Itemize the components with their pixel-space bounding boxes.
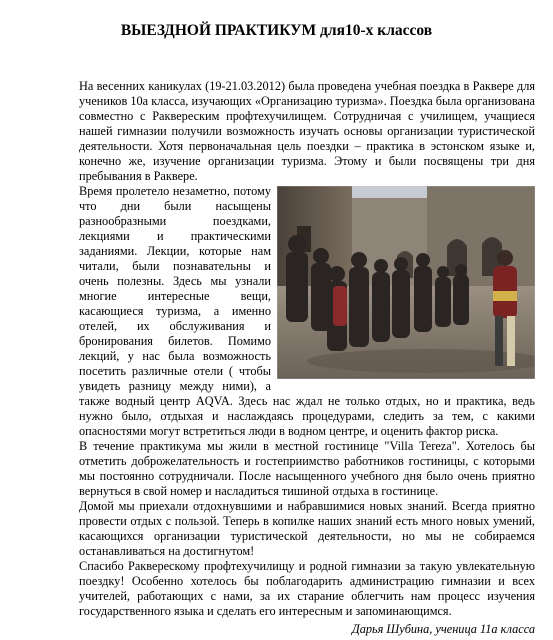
paragraph-thanks: Спасибо Раквереcкому профтехучилищу и родной гимназии за такую увлекательную поездку! Особенно хотелось бы поблагодарить администрацию гимназии и всех учителей, работающих с нами, за их старание облегчить нам процесс изучения государственного языка и сделать его интересным и запоминающимся. [79,559,535,618]
article-body [79,79,535,637]
paragraph-hotel: В течение практикума мы жили в местной гостинице "Villa Tereza". Хотелось бы отметить доброжелательность и гостеприимство работников гостиницы, с которыми мы постоянно сотрудничали. После насыщенного учебного дня было очень приятно вернуться в свой номер и насладиться тишиной отдыха в гостинице. [79,439,535,498]
paragraph-return: Домой мы приехали отдохнувшими и набравшимися новых знаний. Всегда приятно провести отдых с пользой. Теперь в копилке наших знаний есть много новых умений, касающихся организации туристической деятельности, но мы не собираемся останавливаться на достигнутом! [79,499,535,558]
signature: Дарья Шубина, ученица 11а класса [351,622,535,636]
photo-illustration [277,186,535,379]
paragraph-program: Время пролетело незаметно, потому что дни были насыщены разнообразными поездками, лекциями и практическими заданиями. Лекции, которые нам читали, были познавательны и очень полезны. Здесь мы узнали многие интересные вещи, касающиеся туризма, а именно отелей, их обслуживания и бронирования билетов. Помимо лекций, у нас была возможность посетить различные отели ( чтобы увидеть разницу между ними), а также водный центр AQVA. Здесь нас ждал не только отдых, но и практика, ведь нужно было, отдыхая и наслаждаясь процедурами, следить за тем, с какими опасностями могут встретиться люди в водном центре, и оценить фактор риска. [79,184,535,438]
article-title: ВЫЕЗДНОЙ ПРАКТИКУМ для10-х классов [120,22,433,39]
group-photo [277,186,535,379]
paragraph-intro: На весенних каникулах (19-21.03.2012) была проведена учебная поездка в Раквере для учеников 10а класса, изучающих «Организацию туризма». Поездка была организована совместно с Раквереским профтехучилищем. Сотрудничая с училищем, учащиеся нашей гимназии получили возможность изучать основы организации туристической деятельности. Хотя первоначальная цель поездки – практика в эстонском языке и, конечно же, изучение организации туризма. Этому и были посвящены три дня пребывания в Раквере. [79,79,535,183]
